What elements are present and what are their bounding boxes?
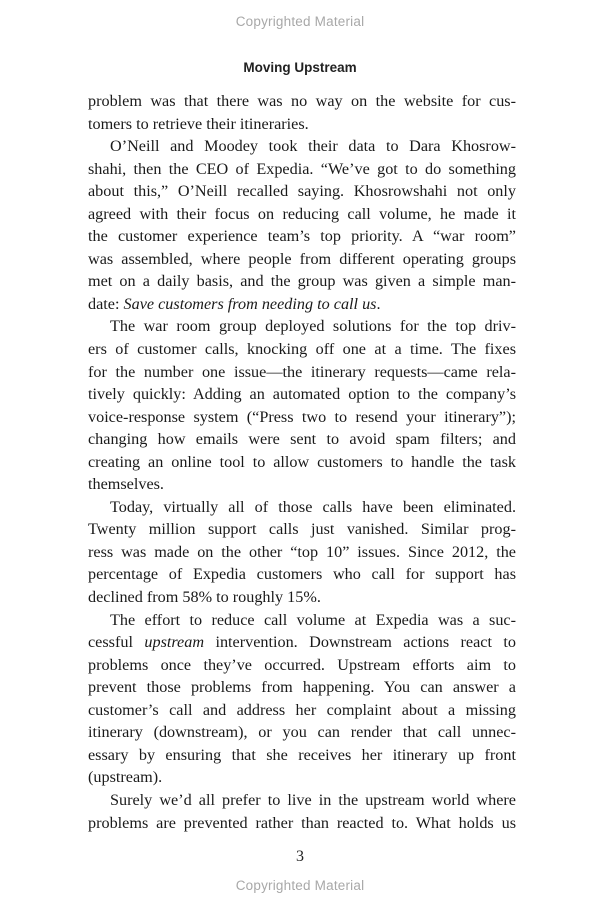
text-line: Twenty million support calls just vanished. Similar prog- — [88, 520, 516, 539]
copyright-watermark-bottom: Copyrighted Material — [235, 878, 365, 893]
text-line: O’Neill and Moodey took their data to Dara Khosrow- — [110, 137, 516, 156]
text-line: prevent those problems from happening. You can answer a — [88, 678, 516, 697]
text-line: tively quickly: Adding an automated option to the company’s — [88, 385, 516, 404]
text-line — [88, 631, 516, 654]
running-head: Moving Upstream — [243, 60, 357, 75]
text-line: voice-response system (“Press two to resend your itinerary”); — [88, 407, 516, 426]
text-line: essary by ensuring that she receives her itinerary up front — [88, 745, 516, 764]
text-line: ers of customer calls, knocking off one at a time. The fixes — [88, 340, 516, 359]
text-line: creating an online tool to allow customers to handle the task — [88, 452, 516, 471]
text-line: met on a daily basis, and the group was given a simple man- — [88, 272, 516, 291]
body-text — [88, 90, 516, 834]
text-line: Today, virtually all of those calls have been eliminated. — [110, 497, 516, 516]
text-line: percentage of Expedia customers who call for support has — [88, 565, 516, 584]
text-line: tomers to retrieve their itineraries. — [88, 114, 309, 133]
text-line: The war room group deployed solutions for the top driv- — [110, 317, 516, 336]
text-line: ress was made on the other “top 10” issues. Since 2012, the — [88, 542, 516, 561]
text-line: about this,” O’Neill recalled saying. Khosrowshahi not only — [88, 182, 516, 201]
text-line: themselves. — [88, 475, 164, 494]
text-line: the customer experience team’s top priority. A “war room” — [88, 227, 516, 246]
text-line: for the number one issue—the itinerary requests—came rela- — [88, 362, 516, 381]
text-line: shahi, then the CEO of Expedia. “We’ve got to do something — [88, 159, 516, 178]
text-line: (upstream). — [88, 768, 163, 787]
text-segment: cessful — [88, 633, 145, 652]
text-line: customer’s call and address her complaint about a missing — [88, 700, 516, 719]
copyright-watermark-top: Copyrighted Material — [235, 14, 365, 29]
text-segment: . — [376, 294, 381, 313]
text-segment: intervention. Downstream actions react to — [204, 633, 516, 652]
text-line: itinerary (downstream), or you can render that call unnec- — [88, 723, 516, 742]
text-line: agreed with their focus on reducing call volume, he made it — [88, 204, 516, 223]
italic-phrase: Save customers from needing to call us — [123, 294, 377, 313]
text-line: changing how emails were sent to avoid spam filters; and — [88, 430, 516, 449]
text-line: Surely we’d all prefer to live in the upstream world where — [110, 790, 516, 809]
text-segment: date: — [88, 294, 124, 313]
text-line — [88, 293, 516, 316]
italic-word: upstream — [144, 633, 205, 652]
text-line: problems are prevented rather than reacted to. What holds us — [88, 813, 516, 832]
text-line: problem was that there was no way on the website for cus- — [88, 92, 516, 110]
text-line: declined from 58% to roughly 15%. — [88, 588, 321, 607]
text-line: The effort to reduce call volume at Expedia was a suc- — [110, 610, 516, 629]
text-line: problems once they’ve occurred. Upstream efforts aim to — [88, 655, 516, 674]
text-line: was assembled, where people from different operating groups — [88, 249, 516, 268]
page-number: 3 — [296, 848, 304, 865]
